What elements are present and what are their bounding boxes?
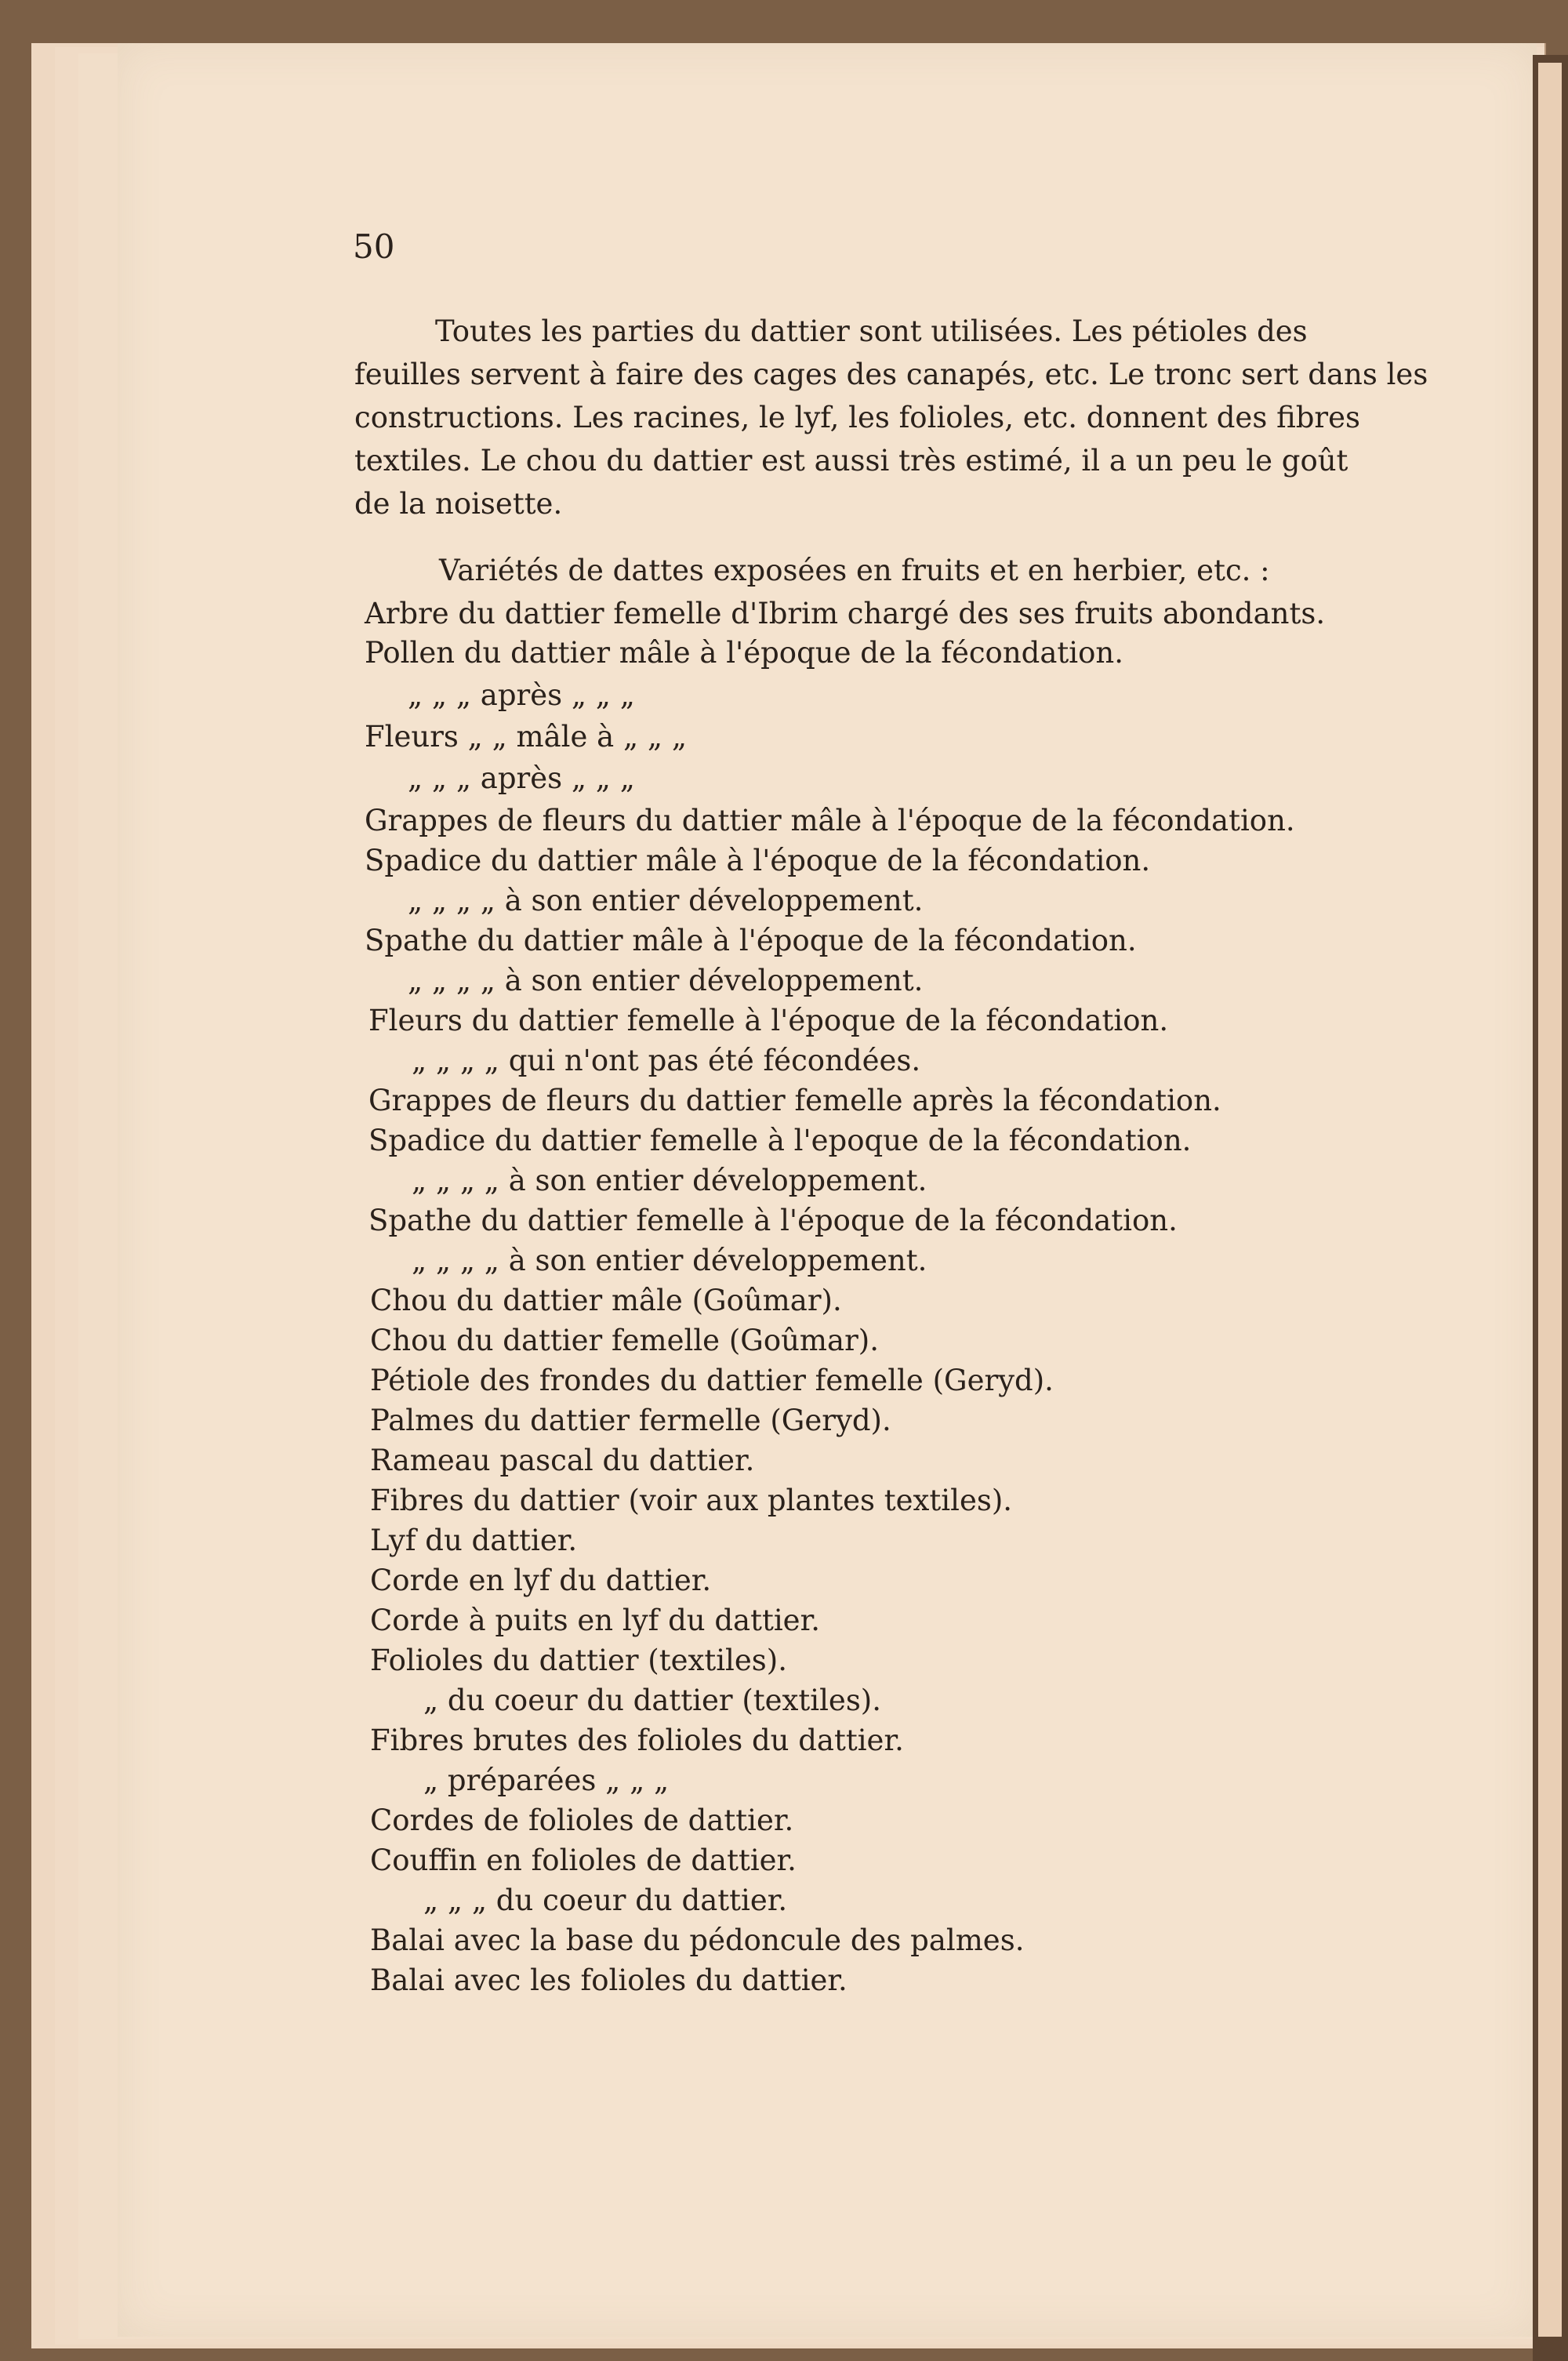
list-item: Grappes de fleurs du dattier mâle à l'époque de la fécondation. [365,804,1295,837]
list-item: Spadice du dattier mâle à l'époque de la fécondation. [365,844,1151,877]
list-item: Pétiole des frondes du dattier femelle (Geryd). [370,1364,1054,1397]
list-item: Palmes du dattier fermelle (Geryd). [370,1404,891,1437]
list-item: Chou du dattier mâle (Goûmar). [370,1284,842,1317]
list-item: „ „ „ „ qui n'ont pas été fécondées. [412,1044,921,1077]
list-item: Grappes de fleurs du dattier femelle après la fécondation. [368,1084,1221,1117]
list-item: Corde à puits en lyf du dattier. [370,1604,820,1637]
list-item: „ du coeur du dattier (textiles). [423,1684,881,1717]
list-item: Folioles du dattier (textiles). [370,1644,787,1677]
list-item: Lyf du dattier. [370,1524,578,1557]
list-item: „ „ „ „ à son entier développement. [412,1244,927,1277]
paragraph-line: de la noisette. [354,487,563,521]
list-item: Spathe du dattier mâle à l'époque de la fécondation. [365,924,1137,957]
paragraph-line: constructions. Les racines, le lyf, les folioles, etc. donnent des fibres [354,401,1361,434]
list-item: „ „ „ du coeur du dattier. [423,1883,788,1917]
list-item: Fleurs „ „ mâle à „ „ „ [365,720,688,754]
list-item: Fibres brutes des folioles du dattier. [370,1724,904,1757]
list-item: Balai avec la base du pédoncule des palmes. [370,1923,1025,1957]
list-title: Variétés de dattes exposées en fruits et en herbier, etc. : [439,554,1270,587]
list-item: Rameau pascal du dattier. [370,1444,755,1477]
paragraph-line: Toutes les parties du dattier sont utilisées. Les pétioles des [435,314,1308,348]
list-item: „ „ „ „ à son entier développement. [408,964,924,997]
list-item: „ „ „ après „ „ „ [408,761,635,795]
list-item: Couffin en folioles de dattier. [370,1843,797,1877]
list-item: „ préparées „ „ „ [423,1763,670,1797]
paragraph-line: feuilles servent à faire des cages des canapés, etc. Le tronc sert dans les [354,358,1428,391]
list-item: Arbre du dattier femelle d'Ibrim chargé des ses fruits abondants. [365,597,1326,630]
list-item: „ „ „ après „ „ „ [408,678,635,712]
list-item: Spathe du dattier femelle à l'époque de la fécondation. [368,1204,1178,1237]
list-item: Corde en lyf du dattier. [370,1564,712,1597]
list-item: „ „ „ „ à son entier développement. [408,884,924,917]
list-item: Balai avec les folioles du dattier. [370,1963,848,1997]
page-number: 50 [353,227,395,266]
list-item: Fibres du dattier (voir aux plantes textiles). [370,1484,1013,1517]
list-item: Cordes de folioles de dattier. [370,1803,794,1837]
list-item: Chou du dattier femelle (Goûmar). [370,1324,879,1357]
list-item: Spadice du dattier femelle à l'epoque de la fécondation. [368,1124,1192,1157]
list-item: Fleurs du dattier femelle à l'époque de la fécondation. [368,1004,1169,1037]
list-item: Pollen du dattier mâle à l'époque de la fécondation. [365,636,1123,670]
list-item: „ „ „ „ à son entier développement. [412,1164,927,1197]
paragraph-line: textiles. Le chou du dattier est aussi très estimé, il a un peu le goût [354,444,1348,478]
